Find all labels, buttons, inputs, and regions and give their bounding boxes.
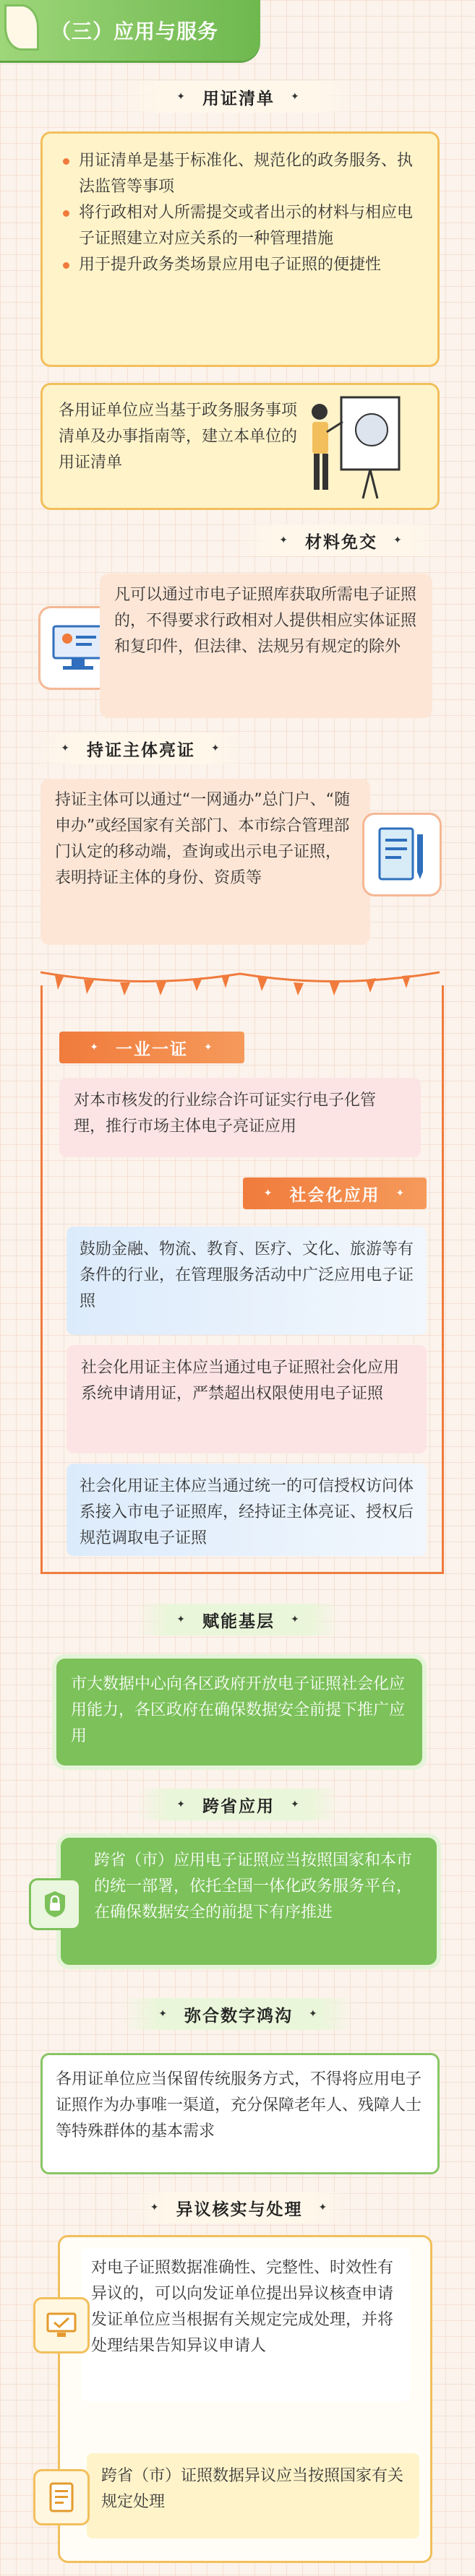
star-icon: ✦ [176, 91, 187, 103]
star-icon: ✦ [393, 535, 403, 546]
bunting-decoration [40, 968, 440, 997]
dispute-header: ✦ 异议核实与处理 ✦ [120, 2192, 359, 2223]
empower-header: ✦ 赋能基层 ✦ [137, 1604, 340, 1635]
social-item-3: 社会化用证主体应当通过统一的可信授权访问体系接入市电子证照库，经持证主体亮证、授权后规范调取电子证照 [67, 1464, 427, 1556]
star-icon: ✦ [176, 1799, 187, 1810]
digital-text: 各用证单位应当保留传统服务方式，不得将应用电子证照作为办事唯一渠道，充分保障老年人、残障人士等特殊群体的基本需求 [56, 2070, 422, 2140]
social-item-2: 社会化用证主体应当通过电子证照社会化应用系统申请用证，严禁超出权限使用电子证照 [67, 1345, 427, 1453]
holder-text: 持证主体可以通过“一网通办”总门户、“随申办”或经国家有关部门、本市综合管理部门认定的移动端，查询或出示电子证照，表明持证主体的身份、资质等 [55, 791, 351, 887]
star-icon: ✦ [291, 1614, 301, 1625]
one-cert-text: 对本市核发的行业综合许可证实行电子化管理，推行市场主体电子亮证应用 [74, 1092, 377, 1136]
dispute-box-2 [87, 2453, 419, 2538]
exempt-box [100, 574, 432, 718]
cross-text: 跨省（市）应用电子证照应当按照国家和本市的统一部署，依托全国一体化政务服务平台，在确保数据安全的前提下有序推进 [94, 1851, 413, 1922]
presenter-illustration [291, 390, 414, 506]
empower-text: 市大数据中心向各区政府开放电子证照社会化应用能力，各区政府在确保数据安全前提下推广应用 [71, 1675, 406, 1745]
leaf-icon [4, 4, 39, 51]
star-icon: ✦ [211, 743, 221, 754]
cert-list-note: 各用证单位应当基于政务服务事项清单及办事指南等，建立本单位的用证清单 [59, 402, 298, 472]
section-title: （三）应用与服务 [51, 20, 219, 43]
cert-list-box [40, 131, 440, 367]
digital-box [40, 2053, 440, 2174]
star-icon: ✦ [309, 2008, 319, 2020]
list-item: 用证清单是基于标准化、规范化的政务服务、执法监管等事项 [63, 148, 420, 200]
exempt-text: 凡可以通过市电子证照库获取所需电子证照的，不得要求行政相对人提供相应实体证照和复印件，但法律、法规另有规定的除外 [114, 586, 417, 656]
star-icon: ✦ [90, 1042, 100, 1053]
star-icon: ✦ [150, 2202, 161, 2213]
one-cert-box [59, 1078, 421, 1157]
lock-icon [29, 1878, 81, 1930]
one-cert-header: ✦ 一业一证 ✦ [59, 1032, 244, 1063]
star-icon: ✦ [318, 2202, 329, 2213]
cross-header: ✦ 跨省应用 ✦ [137, 1789, 340, 1820]
computer-check-icon [33, 2297, 90, 2354]
empower-box [56, 1659, 422, 1765]
star-icon: ✦ [291, 1799, 301, 1810]
star-icon: ✦ [204, 1042, 214, 1053]
star-icon: ✦ [176, 1614, 187, 1625]
list-icon [33, 2469, 90, 2525]
dispute-item-2: 发证单位应当根据有关规定完成处理，并将处理结果告知异议申请人 [91, 2311, 394, 2355]
list-item: 用于提升政务类场景应用电子证照的便捷性 [63, 252, 420, 278]
holder-header: ✦ 持证主体亮证 ✦ [29, 732, 253, 764]
star-icon: ✦ [263, 1188, 274, 1199]
exempt-header: ✦ 材料免交 ✦ [233, 524, 450, 556]
dispute-item-1: 对电子证照数据准确性、完整性、时效性有异议的，可以向发证单位提出异议核查申请 [91, 2259, 394, 2303]
cross-box [61, 1838, 437, 1965]
social-item-1: 鼓励金融、物流、教育、医疗、文化、旅游等有条件的行业，在管理服务活动中广泛应用电子证照 [67, 1227, 427, 1335]
holder-box [40, 779, 370, 945]
star-icon: ✦ [291, 91, 301, 103]
digital-header: ✦ 弥合数字鸿沟 ✦ [123, 1998, 354, 2030]
dispute-box-1 [81, 2248, 411, 2401]
star-icon: ✦ [61, 743, 71, 754]
cert-list-header: ✦ 用证清单 ✦ [108, 81, 369, 113]
star-icon: ✦ [158, 2008, 168, 2020]
document-icon [364, 815, 440, 894]
social-header: ✦ 社会化应用 ✦ [243, 1177, 427, 1209]
star-icon: ✦ [395, 1188, 406, 1199]
star-icon: ✦ [279, 535, 289, 546]
dispute-item-3: 跨省（市）证照数据异议应当按照国家有关规定处理 [101, 2467, 404, 2511]
list-item: 将行政相对人所需提交或者出示的材料与相应电子证照建立对应关系的一种管理措施 [63, 200, 420, 252]
